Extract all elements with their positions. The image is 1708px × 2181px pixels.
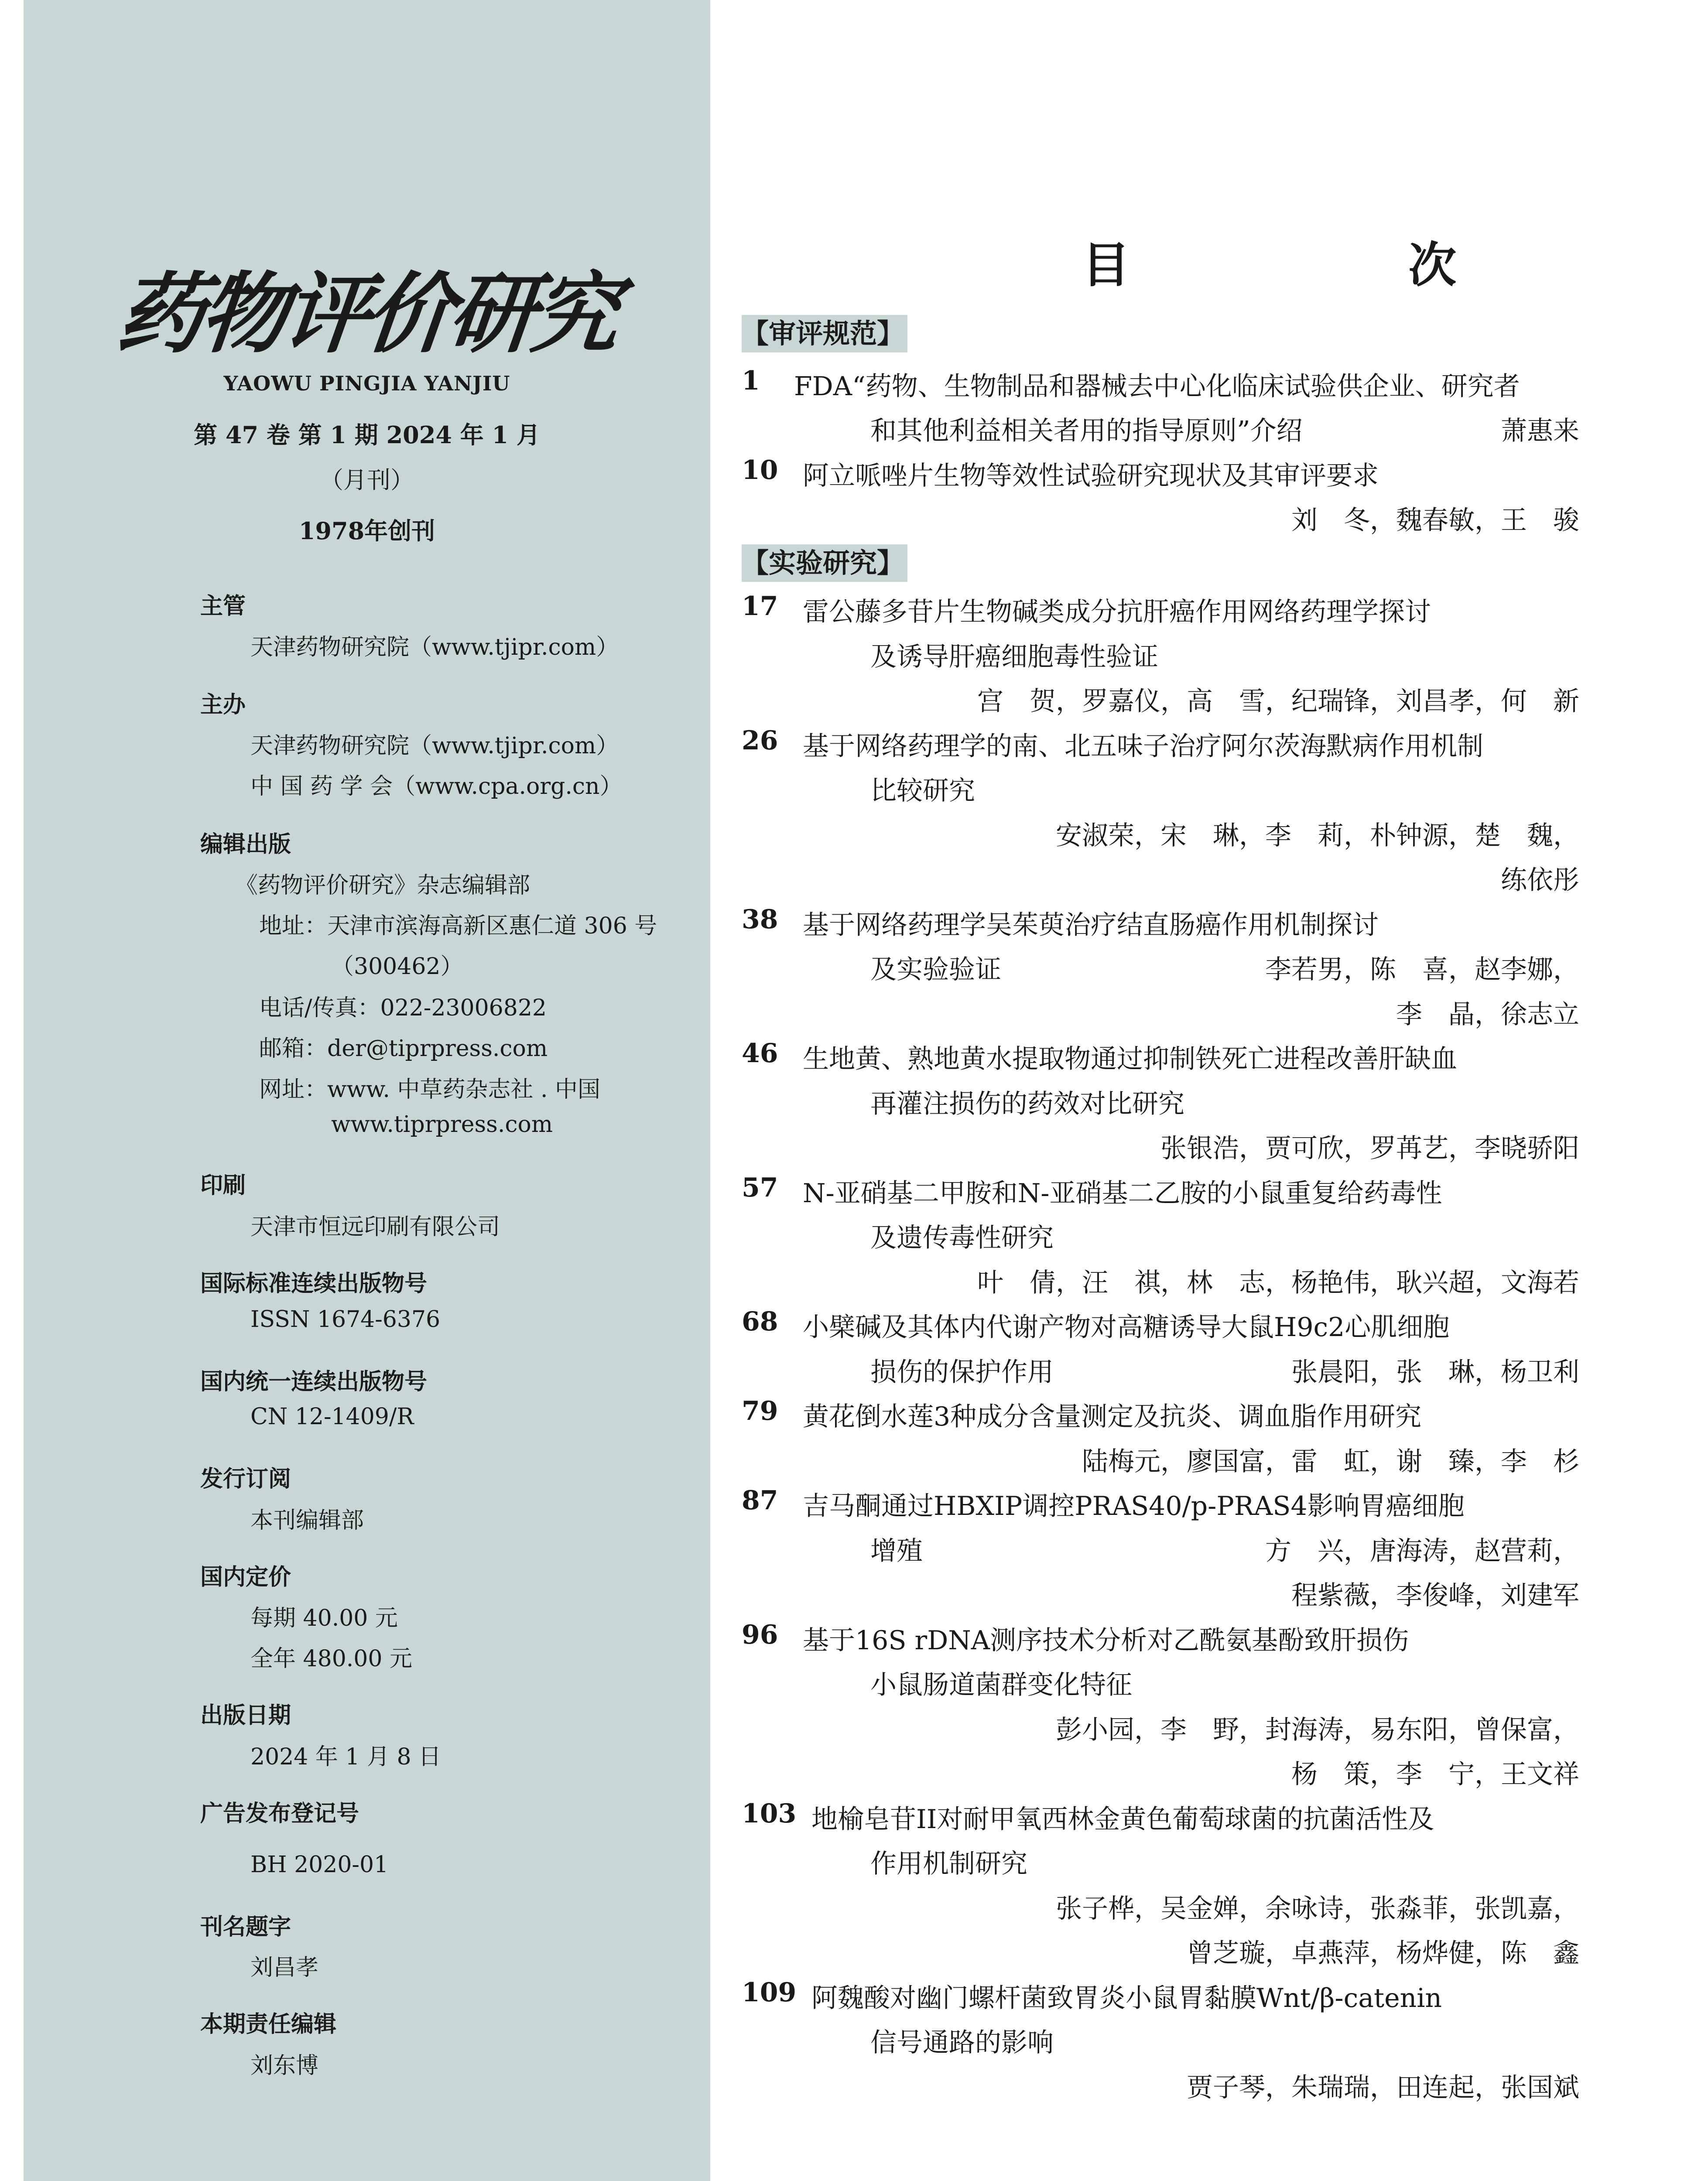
section-line: 天津药物研究院（www.tjipr.com）	[250, 634, 619, 660]
entry-authors: 李 晶，徐志立	[1396, 999, 1579, 1030]
entry-title: 比较研究	[870, 776, 975, 806]
section-line: 刘东博	[250, 2053, 319, 2079]
category-label: 【实验研究】	[742, 544, 907, 582]
masthead-sidebar	[24, 0, 710, 2181]
section-heading: 国际标准连续出版物号	[200, 1271, 428, 1297]
journal-logo: 药物评价研究	[112, 263, 620, 365]
entry-title: 基于16S rDNA测序技术分析对乙酰氨基酚致肝损伤	[803, 1625, 1409, 1656]
entry-page-number: 109	[742, 1977, 797, 2008]
entry-page-number: 26	[742, 725, 778, 756]
entry-authors: 彭小园，李 野，封海涛，易东阳，曾保富，	[1056, 1715, 1579, 1745]
entry-page-number: 10	[742, 455, 778, 485]
section-line: （300462）	[331, 954, 463, 980]
entry-authors: 方 兴，唐海涛，赵营莉，	[1265, 1536, 1579, 1566]
section-heading: 广告发布登记号	[200, 1801, 359, 1827]
section-line: 刘昌孝	[250, 1955, 319, 1981]
entry-authors: 陆梅元，廖国富，雷 虹，谢 臻，李 杉	[1082, 1446, 1579, 1477]
section-line: 中 国 药 学 会（www.cpa.org.cn）	[250, 773, 623, 800]
section-heading: 本期责任编辑	[200, 2011, 337, 2037]
entry-authors: 曾芝璇，卓燕萍，杨烨健，陈 鑫	[1187, 1938, 1579, 1969]
category-label: 【审评规范】	[742, 315, 907, 352]
entry-title: 及诱导肝癌细胞毒性验证	[870, 642, 1158, 672]
entry-title: 黄花倒水莲3种成分含量测定及抗炎、调血脂作用研究	[803, 1402, 1422, 1432]
toc-title: 目 次	[1082, 237, 1588, 293]
section-heading: 主办	[200, 692, 246, 718]
entry-title: 生地黄、熟地黄水提取物通过抑制铁死亡进程改善肝缺血	[803, 1044, 1457, 1074]
founded: 1978年创刊	[298, 517, 435, 545]
entry-title: 小檗碱及其体内代谢产物对高糖诱导大鼠H9c2心肌细胞	[803, 1312, 1450, 1343]
entry-page-number: 68	[742, 1306, 778, 1337]
section-line: 网址：www. 中草药杂志社 . 中国	[259, 1077, 601, 1103]
entry-page-number: 79	[742, 1396, 778, 1426]
section-heading: 发行订阅	[200, 1466, 291, 1492]
entry-authors: 宫 贺，罗嘉仪，高 雪，纪瑞锋，刘昌孝，何 新	[977, 686, 1579, 717]
section-line: 每期 40.00 元	[250, 1605, 398, 1631]
entry-page-number: 96	[742, 1620, 778, 1650]
section-heading: 编辑出版	[200, 831, 291, 858]
section-heading: 主管	[200, 593, 246, 619]
entry-page-number: 38	[742, 904, 778, 935]
section-line: BH 2020-01	[250, 1852, 389, 1878]
section-line: 电话/传真：022-23006822	[259, 995, 547, 1021]
section-heading: 刊名题字	[200, 1914, 291, 1940]
issue-line: 第 47 卷 第 1 期 2024 年 1 月	[194, 421, 540, 449]
journal-pinyin: YAOWU PINGJIA YANJIU	[223, 372, 510, 395]
entry-authors: 刘 冬，魏春敏，王 骏	[1291, 505, 1579, 536]
entry-title: 作用机制研究	[870, 1849, 1027, 1879]
section-line: ISSN 1674-6376	[250, 1306, 441, 1333]
section-line: www.tiprpress.com	[331, 1111, 553, 1138]
entry-authors: 贾子琴，朱瑞瑞，田连起，张国斌	[1187, 2072, 1579, 2103]
entry-authors: 程紫薇，李俊峰，刘建军	[1291, 1580, 1579, 1611]
entry-authors: 张晨阳，张 琳，杨卫利	[1291, 1357, 1579, 1388]
entry-title: 及遗传毒性研究	[870, 1223, 1054, 1253]
section-line: 地址：天津市滨海高新区惠仁道 306 号	[259, 913, 657, 939]
section-line: 邮箱：der@tiprpress.com	[259, 1036, 548, 1062]
entry-authors: 杨 策，李 宁，王文祥	[1291, 1759, 1579, 1790]
entry-title: 小鼠肠道菌群变化特征	[870, 1670, 1132, 1700]
entry-page-number: 17	[742, 591, 778, 622]
entry-title: 地榆皂苷II对耐甲氧西林金黄色葡萄球菌的抗菌活性及	[811, 1804, 1434, 1835]
section-heading: 出版日期	[200, 1702, 291, 1729]
entry-page-number: 57	[742, 1173, 778, 1203]
section-heading: 印刷	[200, 1173, 246, 1199]
section-line: 天津市恒远印刷有限公司	[250, 1214, 500, 1240]
entry-page-number: 1	[742, 366, 760, 396]
frequency: （月刊）	[320, 466, 414, 494]
entry-title: 阿立哌唑片生物等效性试验研究现状及其审评要求	[803, 461, 1379, 491]
section-heading: 国内定价	[200, 1564, 291, 1590]
section-line: 《药物评价研究》杂志编辑部	[235, 872, 531, 899]
entry-page-number: 103	[742, 1798, 797, 1829]
entry-title: 及实验验证	[870, 954, 1001, 985]
section-line: CN 12-1409/R	[250, 1404, 414, 1430]
entry-authors: 李若男，陈 喜，赵李娜，	[1265, 954, 1579, 985]
section-line: 2024 年 1 月 8 日	[250, 1744, 442, 1770]
entry-title: 损伤的保护作用	[870, 1357, 1054, 1388]
entry-title: 再灌注损伤的药效对比研究	[870, 1089, 1184, 1119]
entry-authors: 萧惠来	[1501, 416, 1579, 446]
section-line: 全年 480.00 元	[250, 1646, 413, 1672]
entry-title: FDA“药物、生物制品和器械去中心化临床试验供企业、研究者	[794, 371, 1520, 402]
entry-title: 增殖	[870, 1536, 923, 1566]
entry-title: 信号通路的影响	[870, 2027, 1054, 2058]
entry-authors: 叶 倩，汪 祺，林 志，杨艳伟，耿兴超，文海若	[977, 1268, 1579, 1298]
entry-page-number: 46	[742, 1038, 778, 1069]
entry-authors: 张银浩，贾可欣，罗苒艺，李晓骄阳	[1160, 1133, 1579, 1164]
entry-authors: 练依彤	[1501, 865, 1579, 896]
table-of-contents	[742, 0, 1693, 2181]
entry-title: 吉马酮通过HBXIP调控PRAS40/p-PRAS4影响胃癌细胞	[803, 1491, 1465, 1521]
entry-page-number: 87	[742, 1485, 778, 1516]
entry-title: N-亚硝基二甲胺和N-亚硝基二乙胺的小鼠重复给药毒性	[803, 1178, 1442, 1209]
section-line: 天津药物研究院（www.tjipr.com）	[250, 733, 619, 759]
entry-authors: 安淑荣，宋 琳，李 莉，朴钟源，楚 魏，	[1056, 820, 1579, 851]
entry-title: 和其他利益相关者用的指导原则”介绍	[870, 416, 1303, 446]
entry-title: 基于网络药理学的南、北五味子治疗阿尔茨海默病作用机制	[803, 731, 1483, 762]
entry-title: 阿魏酸对幽门螺杆菌致胃炎小鼠胃黏膜Wnt/β-catenin	[811, 1983, 1442, 2013]
section-heading: 国内统一连续出版物号	[200, 1369, 428, 1395]
entry-title: 雷公藤多苷片生物碱类成分抗肝癌作用网络药理学探讨	[803, 597, 1431, 627]
entry-title: 基于网络药理学吴茱萸治疗结直肠癌作用机制探讨	[803, 910, 1379, 940]
section-line: 本刊编辑部	[250, 1508, 364, 1534]
entry-authors: 张子桦，吴金婵，余咏诗，张淼菲，张凯嘉，	[1056, 1894, 1579, 1924]
